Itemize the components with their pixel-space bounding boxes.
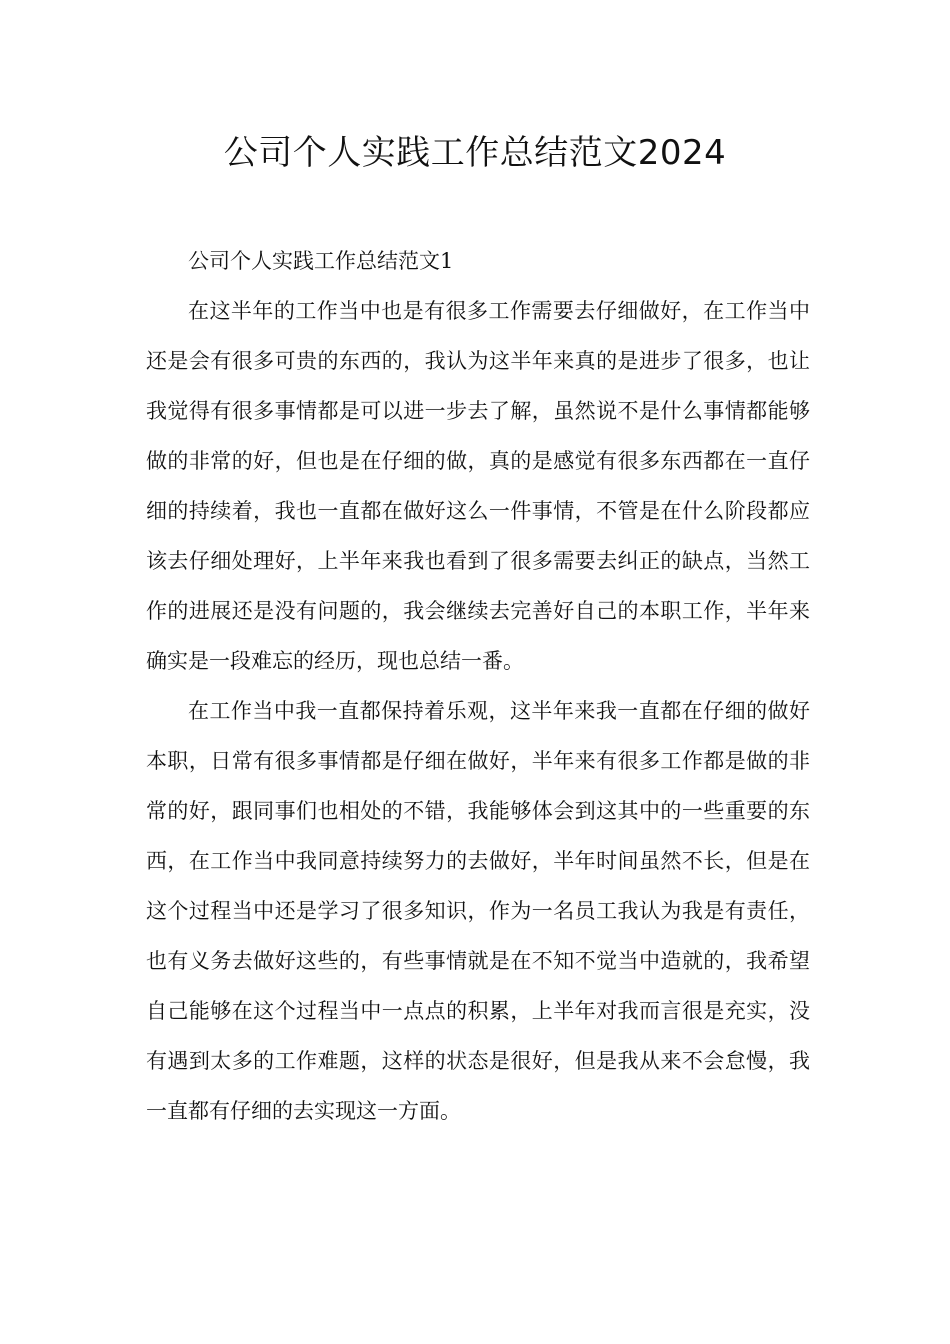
paragraph-2: 在工作当中我一直都保持着乐观，这半年来我一直都在仔细的做好本职，日常有很多事情都是仔细在做好，半年来有很多工作都是做的非常的好，跟同事们也相处的不错，我能够体会到这其中的一些重要的东西，在工作当中我同意持续努力的去做好，半年时间虽然不长，但是在这个过程当中还是学习了很多知识，作为一名员工我认为我是有责任，也有义务去做好这些的，有些事情就是在不知不觉当中造就的，我希望自己能够在这个过程当中一点点的积累，上半年对我而言很是充实，没有遇到太多的工作难题，这样的状态是很好，但是我从来不会怠慢，我一直都有仔细的去实现这一方面。 (146, 699, 810, 1123)
paragraph-1: 在这半年的工作当中也是有很多工作需要去仔细做好，在工作当中还是会有很多可贵的东西的，我认为这半年来真的是进步了很多，也让我觉得有很多事情都是可以进一步去了解，虽然说不是什么事情都能够做的非常的好，但也是在仔细的做，真的是感觉有很多东西都在一直仔细的持续着，我也一直都在做好这么一件事情，不管是在什么阶段都应该去仔细处理好，上半年来我也看到了很多需要去纠正的缺点，当然工作的进展还是没有问题的，我会继续去完善好自己的本职工作，半年来确实是一段难忘的经历，现也总结一番。 (146, 299, 810, 673)
section-heading: 公司个人实践工作总结范文1 (188, 249, 454, 273)
document-body (146, 236, 810, 1136)
document-title: 公司个人实践工作总结范文2024 (223, 133, 727, 173)
